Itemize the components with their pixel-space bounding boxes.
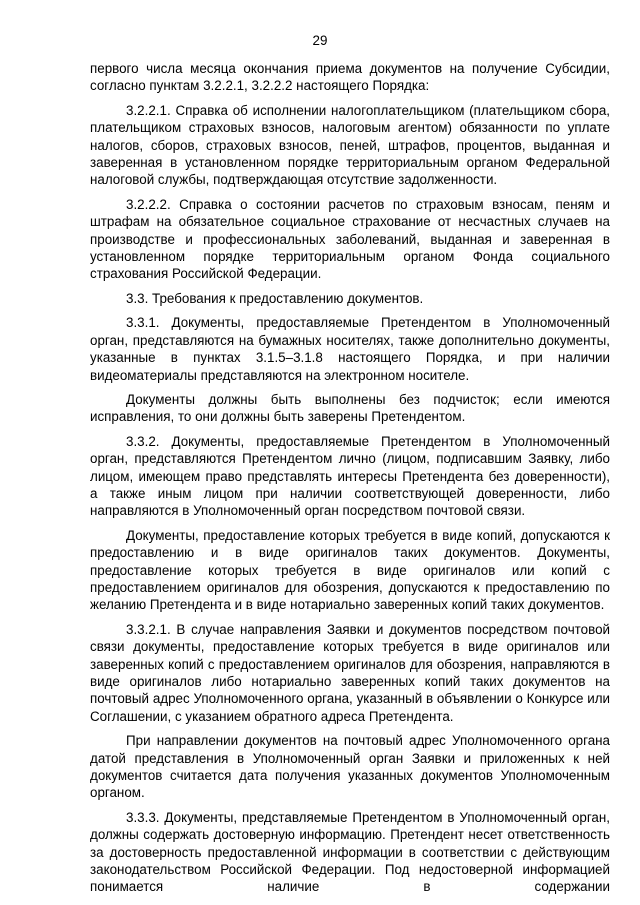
- paragraph: 3.2.2.1. Справка об исполнении налогоплательщиком (плательщиком сбора, плательщиком страховых взносов, налоговым агентом) обязанности по уплате налогов, сборов, страховых взносов, пеней, штрафов, процентов, выданная и заверенная в установленном порядке территориальным органом Федеральной налоговой службы, подтверждающая отсутствие задолженности.: [90, 102, 610, 188]
- paragraph: 3.3.3. Документы, представляемые Претендентом в Уполномоченный орган, должны содержать достоверную информацию. Претендент несет ответственность за достоверность предоставленной информации в соответствии с действующим законодательством Российской Федерации. Под недостоверной информацией понимается наличие в содержании: [90, 809, 610, 895]
- paragraph: первого числа месяца окончания приема документов на получение Субсидии, согласно пунктам 3.2.2.1, 3.2.2.2 настоящего Порядка:: [90, 61, 610, 94]
- paragraph: 3.3.2.1. В случае направления Заявки и документов посредством почтовой связи документы, предоставление которых требуется в виде оригиналов или заверенных копий с предоставлением оригиналов для обозрения, направляются в виде оригиналов либо нотариально заверенных копий таких документов на почтовый адрес Уполномоченного органа, указанный в объявлении о Конкурсе или Соглашении, с указанием обратного адреса Претендента.: [90, 621, 610, 724]
- paragraph: Документы должны быть выполнены без подчисток; если имеются исправления, то они должны быть заверены Претендентом.: [90, 391, 610, 425]
- paragraph: 3.3.1. Документы, предоставляемые Претендентом в Уполномоченный орган, представляются на бумажных носителях, также дополнительно документы, указанные в пунктах 3.1.5–3.1.8 настоящего Порядка, и при наличии видеоматериалы представляются на электронном носителе.: [90, 315, 610, 383]
- paragraph: Документы, предоставление которых требуется в виде копий, допускаются к предоставлению и в виде оригиналов таких документов. Документы, предоставление которых требуется в виде оригиналов или копий с предоставлением оригиналов для обозрения, допускаются к предоставлению по желанию Претендента и в виде нотариально заверенных копий таких документов.: [90, 527, 610, 613]
- document-body: [90, 60, 610, 903]
- page-number: 29: [312, 33, 328, 48]
- paragraph: При направлении документов на почтовый адрес Уполномоченного органа датой представления в Уполномоченный орган Заявки и приложенных к ней документов считается дата получения указанных документов Уполномоченным органом.: [90, 733, 610, 801]
- paragraph: 3.3.2. Документы, предоставляемые Претендентом в Уполномоченный орган, представляются Претендентом лично (лицом, подписавшим Заявку, либо лицом, имеющем право представлять интересы Претендента без доверенности), а также иным лицом при наличии соответствующей доверенности, либо направляются в Уполномоченный орган посредством почтовой связи.: [90, 433, 610, 519]
- paragraph: 3.2.2.2. Справка о состоянии расчетов по страховым взносам, пеням и штрафам на обязательное социальное страхование от несчастных случаев на производстве и профессиональных заболеваний, выданная и заверенная в установленном порядке территориальным органом Фонда социального страхования Российской Федерации.: [90, 196, 610, 282]
- section-heading: 3.3. Требования к предоставлению документов.: [126, 290, 424, 306]
